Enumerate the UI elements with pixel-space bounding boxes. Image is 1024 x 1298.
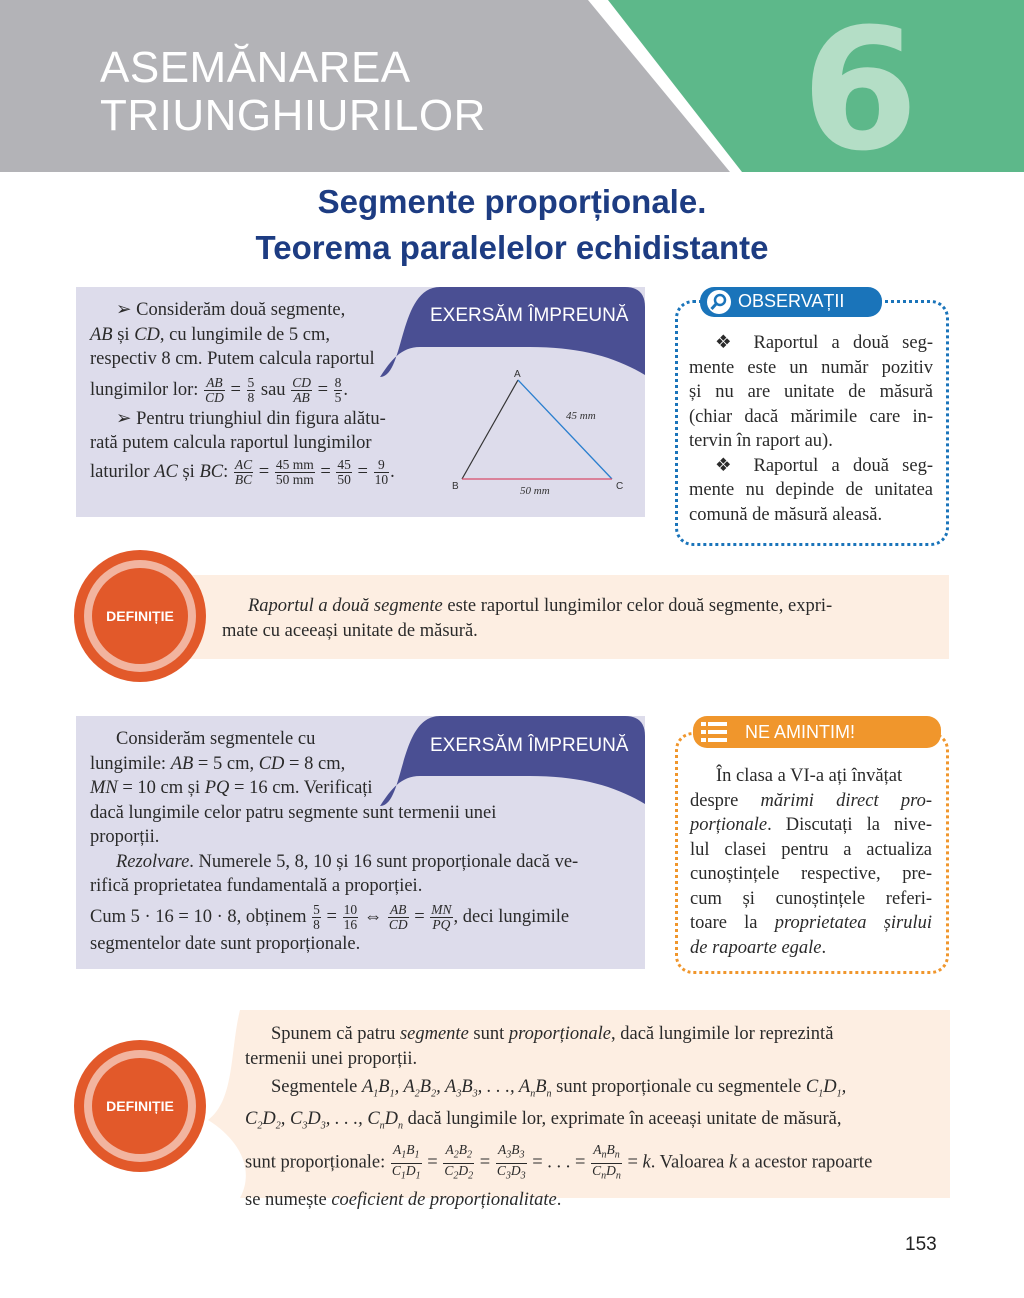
definitie1-line2: mate cu aceeași unitate de măsură. [222, 620, 478, 641]
exersam2-line4: dacă lungimile celor patru segmente sunt termenii unei [90, 802, 497, 823]
ne-line: porționale. Discutați la nive- [690, 815, 932, 835]
obs-line: mente este un număr pozitiv [689, 357, 933, 378]
fraction-cd-ab: $\frac{CD}{AB}$ [292, 374, 311, 405]
obs-line: (chiar dacă mărimile care in- [689, 406, 933, 427]
observatii-tab-label: OBSERVAȚII [738, 291, 845, 311]
fraction-ac-bc: $\frac{AC}{BC}$ [234, 456, 253, 487]
definitie1-label: DEFINIȚIE [106, 608, 174, 624]
side-ab [462, 380, 518, 479]
exersam2-line8: Cum 5 · 16 = 10 · 8, obținem $\frac{5}{8}$ = $\frac{10}{16}$ ⇔ $\frac{AB}{CD}$ = $\frac{MN}{PQ}$ , deci lungimile [90, 901, 570, 932]
side-bc-label: 50 mm [520, 485, 550, 497]
exersam2-line6: Rezolvare. Numerele 5, 8, 10 și 16 sunt proporționale dacă ve- [116, 851, 579, 872]
definitie2-line1: Spunem că patru segmente sunt proporționale, dacă lungimile lor reprezintă [271, 1024, 834, 1044]
exersam2-line2: lungimile: AB = 5 cm, CD = 8 cm, [90, 753, 346, 774]
fraction-a2b2-c2d2: $\frac{A_2B_2}{C_2D_2}$ [444, 1142, 474, 1182]
chapter-title-line1: ASEMĂNAREA [100, 43, 411, 92]
definitie2-line3: Segmentele $A_1B_1$, $A_2B_2$, $A_3B_3$, . . ., $A_nB_n$ sunt proporționale cu segmentele $C_1D_1$, [271, 1077, 847, 1100]
exersam2-line3: MN = 10 cm și PQ = 16 cm. Verificați [90, 778, 373, 798]
obs-line: comună de măsură aleasă. [689, 504, 883, 525]
lesson-title-line1: Segmente proporționale. [317, 183, 707, 220]
exersam-tab-label-2: EXERSĂM ÎMPREUNĂ [430, 735, 629, 756]
definitie2-line5: sunt proporționale: $\frac{A_1B_1}{C_1D_1}$ = $\frac{A_2B_2}{C_2D_2}$ = $\frac{A_3B_3}{C_3D_3}$ = . . . = $\frac{A_nB_n}{C_nD_n}$ = k. Valoarea k a acestor rapoarte [245, 1142, 873, 1182]
ne-line: În clasa a VI-a ați învățat [716, 766, 903, 786]
definitie1-line1: Raportul a două segmente este raportul lungimilor celor două segmente, expri- [248, 596, 833, 616]
exersam1-line7: laturilor AC și BC: $\frac{AC}{BC}$ = $\frac{45 mm}{50 mm}$ = $\frac{45}{50}$ = $\frac{9}{10}$ . [90, 456, 395, 487]
side-ac [518, 380, 612, 479]
page-number: 153 [905, 1234, 937, 1255]
exersam2-line5: proporții. [90, 827, 160, 847]
definitie2-line4: $C_2D_2$, $C_3D_3$, . . ., $C_nD_n$ dacă lungimile lor, exprimate în aceeași unitate de măsură, [245, 1109, 842, 1132]
ne-line: de rapoarte egale. [690, 937, 827, 958]
fraction-a1b1-c1d1: $\frac{A_1B_1}{C_1D_1}$ [391, 1142, 421, 1182]
ne-line: toare la proprietatea șirului [690, 913, 933, 933]
exersam1-line6: rată putem calcula raportul lungimilor [90, 433, 372, 453]
exersam1-line1: ➢ Considerăm două segmente, [116, 300, 346, 320]
fraction-mn-pq: $\frac{MN}{PQ}$ [431, 901, 452, 932]
fraction-anbn-cndn: $\frac{A_nB_n}{C_nD_n}$ [592, 1142, 621, 1182]
side-ac-label: 45 mm [566, 410, 596, 422]
vertex-a-label: A [514, 369, 521, 380]
observatii-text [689, 331, 933, 527]
obs-line: ❖ Raportul a două seg- [715, 455, 933, 476]
fraction-ab-cd: $\frac{AB}{CD}$ [205, 374, 224, 405]
exersam1-text [90, 298, 430, 487]
definitie2-line2: termenii unei proporții. [245, 1048, 418, 1069]
chapter-title [100, 44, 486, 140]
lesson-title-line2: Teorema paralelelor echidistante [255, 229, 769, 266]
fraction-8-5: $\frac{8}{5}$ [334, 374, 342, 405]
exersam1-line5: ➢ Pentru triunghiul din figura alătu- [116, 408, 386, 429]
ne-amintim-tab [693, 716, 941, 748]
ne-amintim-text [690, 764, 932, 960]
definitie2-line6: se numește coeficient de proporționalitate. [245, 1189, 562, 1210]
exersam2-text [90, 727, 630, 956]
definitie2-text [245, 1022, 935, 1212]
triangle-figure [440, 362, 640, 502]
fraction-5-8: $\frac{5}{8}$ [313, 901, 320, 932]
exersam2-line1: Considerăm segmentele cu [116, 729, 316, 749]
fraction-ab-cd: $\frac{AB}{CD}$ [388, 901, 408, 932]
ne-line: despre mărimi direct pro- [690, 790, 932, 811]
ne-line: cunoștințele respective, pre- [690, 864, 932, 884]
definitie1-text [222, 594, 930, 643]
exersam1-line4: lungimilor lor: $\frac{AB}{CD}$ = $\frac{5}{8}$ sau $\frac{CD}{AB}$ = $\frac{8}{5}$ . [90, 374, 349, 405]
fraction-a3b3-c3d3: $\frac{A_3B_3}{C_3D_3}$ [496, 1142, 526, 1182]
obs-line: mente nu depinde de unitatea [689, 480, 933, 500]
ne-amintim-tab-label: NE AMINTIM! [745, 722, 856, 742]
exersam2-line7: rifică proprietatea fundamentală a proporției. [90, 876, 423, 896]
obs-line: tervin în raport au). [689, 431, 833, 451]
fraction-5-8: $\frac{5}{8}$ [247, 374, 255, 405]
definitie2-label: DEFINIȚIE [106, 1098, 174, 1114]
chapter-number: 6 [801, 0, 919, 188]
exersam2-line9: segmentelor date sunt proporționale. [90, 933, 361, 954]
magnifier-icon [704, 288, 734, 318]
chapter-title-line2: TRIUNGHIURILOR [100, 91, 486, 140]
observatii-tab [700, 287, 882, 317]
obs-line: ❖ Raportul a două seg- [715, 333, 933, 353]
fraction-10-16: $\frac{10}{16}$ [343, 901, 358, 932]
vertex-b-label: B [452, 481, 459, 492]
list-icon [701, 721, 727, 743]
fraction-45-50: $\frac{45}{50}$ [337, 456, 351, 487]
ne-line: cum și cunoștințele referi- [690, 888, 932, 909]
fraction-45mm-50mm: $\frac{45 mm}{50 mm}$ [275, 456, 314, 487]
exersam1-line2: AB și CD, cu lungimile de 5 cm, [90, 324, 330, 345]
exersam1-line3: respectiv 8 cm. Putem calcula raportul [90, 349, 375, 369]
vertex-c-label: C [616, 481, 624, 492]
fraction-9-10: $\frac{9}{10}$ [374, 456, 389, 487]
obs-line: și nu are unitate de măsură [689, 382, 933, 402]
ne-line: lul clasei pentru a actualiza [690, 839, 932, 860]
exersam-tab-label-1: EXERSĂM ÎMPREUNĂ [430, 305, 629, 326]
